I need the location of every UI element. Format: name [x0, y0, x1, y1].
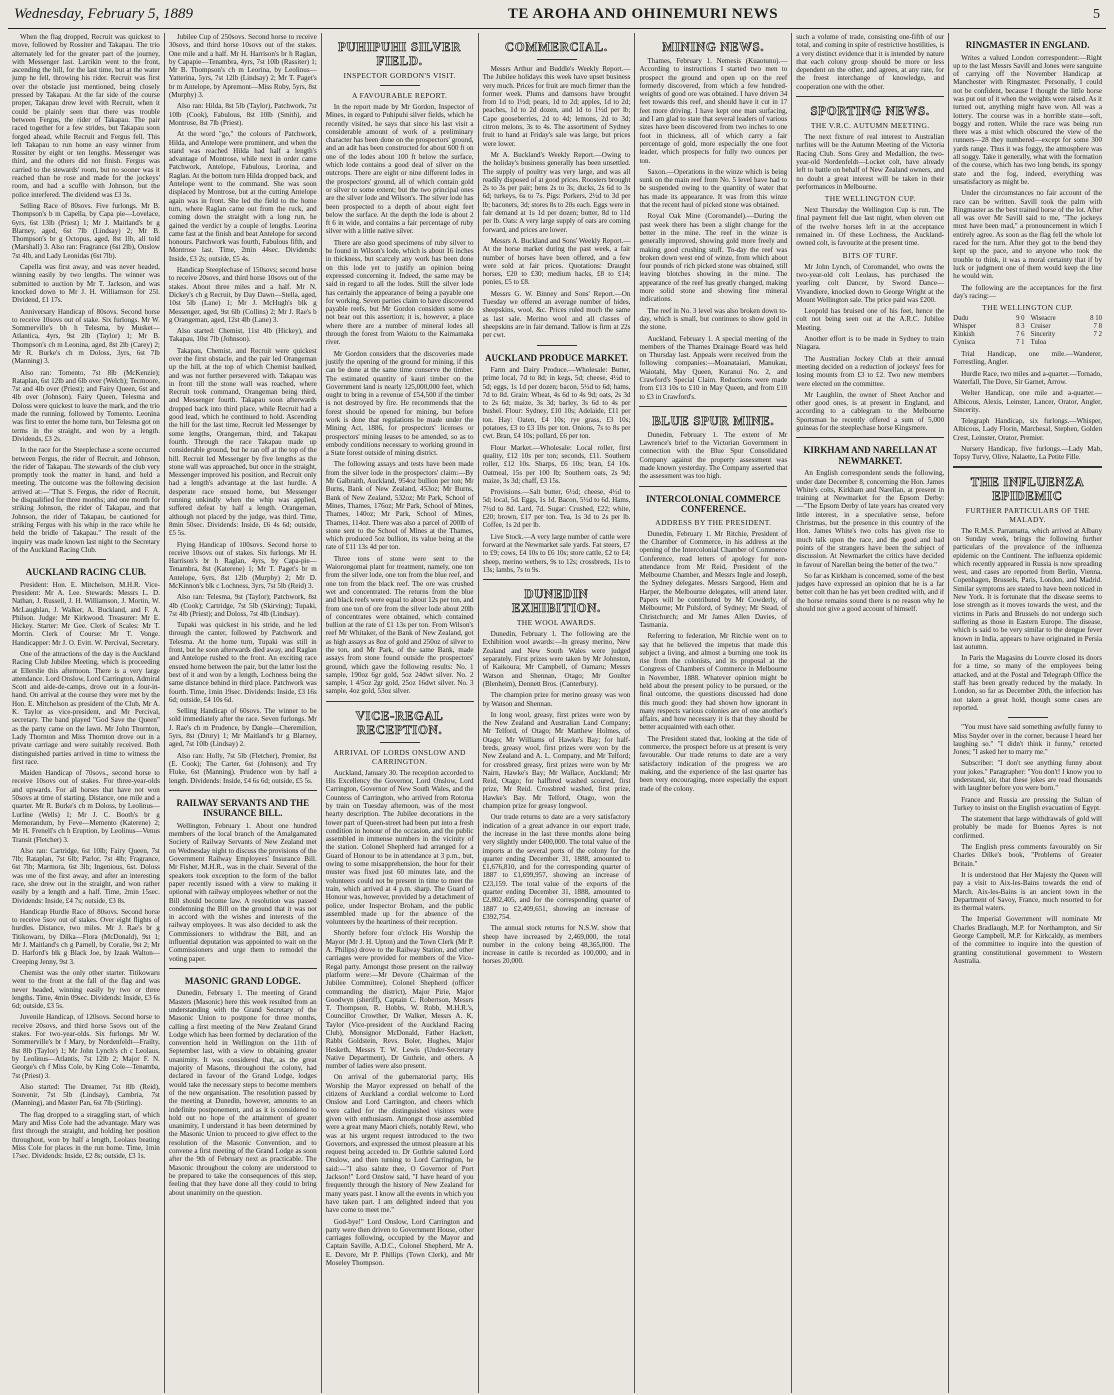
sub-heading: THE WOOL AWARDS. [516, 618, 597, 628]
newspaper-title: TE AROHA AND OHINEMURI NEWS [507, 6, 779, 22]
article-paragraph: In the report made by Mr Gordon, Inspector of Mines, in regard to Puhipuhi silver fields, which he recently visited, he says that since his last visit a considerable amount of work of a preliminary character has been done on the prospectors' ground, and an adit has been constructed for about 600 ft on one of the lodes about 100 ft below the surface, which lode contains a good deal of silver on the outcrops. There are eight or nine different lodes in the prospectors' ground, all of which contain gold or silver to some extent; but the two principal ones are the silver lode and Wilson's. The silver lode has been prospected to a depth of about eight feet below the surface. At the depth the lode is about 2 ft 6 in wide, and contains a fair percentage of ruby silver with a little native silver. [325, 103, 474, 236]
sub-heading: A FAVOURABLE REPORT. [352, 91, 448, 100]
article-paragraph: The statement that large withdrawals of gold will probably be made for Buenos Ayres is not confirmed. [953, 815, 1102, 840]
article-paragraph: The English press comments favourably on Sir Charles Dilke's book, "Problems of Greater Britain." [953, 843, 1102, 868]
sub-heading: ARRIVAL OF LORDS ONSLOW AND CARRINGTON. [333, 747, 466, 766]
article-paragraph: The flag dropped to a straggling start, of which Mary and Miss Cole had the advantage. Mary was first through the straight, and holding her position throughout, won by half a length, Leolaus beating Miss Cole for places in the run home. Time, 1min 17sec. Dividends: Inside, £2 8s; outside, £3 1s. [12, 1110, 160, 1161]
divider [796, 437, 944, 438]
article-paragraph: It is understood that Her Majesty the Queen will pay a visit to Aix-les-Bains towards the end of March. Aix-les-Bains is an ancient town in the Department of Savoy, France, much resorted to for its thermal waters. [953, 870, 1102, 913]
sub-heading: THE WELLINGTON CUP. [824, 194, 916, 204]
article-paragraph: France and Russia are pressing the Sultan of Turkey to insist on the English evacuation of Egypt. [953, 795, 1102, 812]
table-row: Cruiser 7 8 [1030, 323, 1102, 331]
article-paragraph: Saxon.—Operations in the winze which is being sunk on the main reef from No. 5 level have had to be suspended owing to the quantity of water that has made its appearance. It was from this winze that the recent haul of picked stone was obtained. [639, 167, 788, 210]
section-heading: SPORTING NEWS. [810, 104, 930, 119]
article-paragraph: Dunedin, February 1. Mr Ritchie, President of the Chamber of Commerce, in his address at the opening of the Intercolonial Chamber of Commerce Conference, read letters of apology for non-attendance from Mr Reid, President of the Melbourne Chamber, and Messrs Ingle and Joseph, the Sydney delegates. Messrs Sargood, Hem and Harper, the Melbourne delegates, will attend later. Papers will be contributed by Mr Cowderly, of Melbourne; Mr Pulsford, of Sydney; Mr Stead, of Christchurch; and Mr James Allen Davies, of Tasmania. [639, 529, 788, 629]
article-paragraph: "You must have said something awfully funny to Miss Snyder over in the corner, because I heard her laughing so." "I didn't think it funny," retorted Jones; "I asked her to marry me." [953, 723, 1102, 757]
article-paragraph: Mr A. Buckland's Weekly Report.—Owing to the holiday's business generally has been unsettled. The supply of poultry was very large, and was all readily disposed of at good prices. Roosters brought 2s to 3s per pair; hens 2s to 3s; ducks, 2s 6d to 3s 6d; turkeys, 6s to 7s. Pigs: Porkers, 2½d to 3d per lb; baconers, 3d; stores 8s to 20s each. Eggs were in fair demand at 1s 1d per dozen; butter, 8d to 11d per lb. Oats: A very large supply of oats are coming forward, and prices are lower. [482, 150, 631, 234]
article-paragraph: The annual stock returns for N.S.W. show that sheep have increased by 2,469,000, the total number in the colony being 48,365,000. The increase in cattle is recorded as 100,000, and in horses 20,000. [482, 924, 631, 966]
section-heading: KIRKHAM AND NARELLAN AT NEWMARKET. [803, 445, 938, 466]
column-2 [165, 33, 322, 1393]
table-row: Wiseacre 8 10 [1030, 315, 1102, 323]
section-heading: RAILWAY SERVANTS AND THE INSURANCE BILL. [176, 797, 310, 819]
article-paragraph: The R.M.S. Parramatta, which arrived at Albany on Sunday week, brings the following further particulars of the prevalence of the influenza epidemic on the Continent. The influenza epidemic which recently appeared in Russia is now spreading west, and cases are reported from Berlin, Vienna, Copenhagen, Brussels, Paris, London, and Madrid. Similar symptoms are stated to have been noticed in New York. It is fortunate that the disease seems to lose strength as it moves towards the west, and the victims in Paris and Brussels do not undergo such suffering as those in Eastern Europe. The disease, which is said to be very similar to the dengue fever known in India, appears to have originated in Persia last autumn. [953, 526, 1102, 651]
article-paragraph: Juvenile Handicap, of 120sovs. Second horse to receive 20sovs, and third horse 5sovs out of the stakes. For two-year-olds. Six furlongs. Mr W. Sommerville's br f Mary, by Nordenfeldt—Frailty, 8st 8lb (Taylor) 1; Mr John Lynch's ch c Leolaus, by Leolinus—Atlantis, 7st 12lb 2; Major F. N. George's ch f Miss Cole, by King Cole—Tenamba, 7st (Priest) 3. [12, 1013, 160, 1080]
section-heading: PUHIPUHI SILVER FIELD. [338, 40, 462, 68]
sub-heading: THE V.R.C. AUTUMN MEETING. [810, 121, 930, 131]
column-1 [8, 33, 165, 1393]
section-heading: VICE-REGAL RECEPTION. [355, 708, 444, 737]
article-paragraph: Referring to federation, Mr Ritchie went on to say that he believed the impetus that made this subject a living, and almost a burning one took its rise from the colonists, and its proposal at the Congress of Chambers of Commerce in Melbourne in November, 1888. Whatever opinion might be held about the present policy to be pursued, or the final outcome, the questions discussed had done this much good: they had shown how ignorant in many respects various colonies are of one another's affairs, and how necessary it is that they should be better acquainted with each other. [639, 632, 788, 732]
article-paragraph: There are also good specimens of ruby silver to be found in Wilson's lode, which is about 16 inches in thickness, but scarcely any work has been done on this lode yet to justify an opinion being expressed concerning it. Indeed, the same may be said in regard to all the lodes. Still the silver lode has certainly the appearance of being a payable one for working. Seven parties claim to have discovered payable reefs, but Mr Gordon considers some do not bear out this assertion; it is, however, a place where there are a number of mineral lodes all through the forest from Waiotu to the Kaimamaka river. [325, 238, 474, 347]
article-paragraph: President: Hon. E. Mitchelson, M.H.R. Vice-President: Mr A. Lee. Stewards: Messrs L. D. Nathan, J. Russell, J. H. Williamson, J. Mortin, W. McLaughlan, J. Walker, A. Buckland, and F. A. Philson. Judge: Mr Kirkwood. Treasurer: Mr E. Hickey. Starter: Mr Gee. Clerk of Scales: Mr T. Morrin. Clerk of Course: Mr T. Vonge. Handicapper: Mr J. O. Evitt. W. Percival, Secretary. [12, 580, 160, 647]
article-paragraph: Auckland, February 1. A special meeting of the members of the Thames Drainage Board was held on Thursday last. Appeals were received from the following companies:—Moanataiari, Manukau, Waiotahi, May Queen, Kuranui No. 2, and Crawford's Special Claim. Reductions were made from £13 10s to £10 in May Queen, and from £10 to £3 in Crawford's. [639, 334, 788, 401]
article-paragraph: The President stated that, looking at the tide of commerce, the prospect before us at present is very favourable. Our trade returns to date are a very satisfactory indication of the progress we are making, and the experience of the last quarter has been very encouraging, more especially the export trade of the colony. [639, 734, 788, 793]
column-4 [479, 33, 636, 1393]
divider [639, 486, 787, 487]
article-paragraph: At the word "go," the colours of Patchwork, Hilda, and Antelope were prominent, and when the stand was reached Hilda had half a length's advantage of Montrose, while next in order came Patchwork, Antelope, Fabulous, Leorina, and Raglan. At the bottom turn Hilda dropped back, and Antelope went to the command. She was soon displaced by Montrose, but at the cutting Antelope again was in front. She led the field to the home turn, where Raglan came out from the ruck, and coming down the straight with a long run, he gained the verdict by a couple of lengths. Leorina came fast at the finish and beat Antelope for second honours. Patchwork was fourth, Fabulous fifth, and Montrose last. Time, 2min 44sec. Dividends: Inside, £3 2s; outside, £5 4s. [168, 130, 317, 263]
article-paragraph: Jubilee Cup of 250sovs. Second horse to receive 30sovs, and third horse 10sovs out of the stakes. One mile and a half. Mr H. Harrison's br h Raglan, by Capapie—Tenambra, 4yrs, 7st 10lb (Rassiter) 1; Mr B. Thompson's ch m Leorina, by Leolinus—Yatterina, 5yrs, 7st 12lb (Lindsay) 2; Mr T. Paget's br m Antelope, by Apremont—Miss Roby, 5yrs, 8st (Murphy) 3. [168, 33, 317, 100]
article-paragraph: Flying Handicap of 100sovs. Second horse to receive 10sovs out of stakes. Six furlongs. Mr H. Harrison's br h Raglan, 4yrs, by Capa-pie—Tenambra, 8st (Katerene) 1; Mr T. Paget's br m Antelope, 6yrs, 8st 12lb (Murphy) 2; Mr D. McKinnon's blk c Lochness, 3yrs, 7st 5lb (Reid) 3. [168, 540, 317, 590]
article-paragraph: The following assays and tests have been made from the silver lode in the prospectors' claim:—By Mr Galbraith, Auckland, 954oz bullion per ton; Mr Burns, Bank of New Zealand, 453oz; Mr Burns, Bank of New Zealand, 532oz; Mr Park, School of Mines, Thames, 176oz; Mr Park, School of Mines, Thames, 140oz; Mr Park, School of Mines, Thames, 114oz. There was also a parcel of 200lb of stone sent to the School of Mines at the Thames, which produced 5oz bullion, its value being at the rate of £11 13s 4d per ton. [325, 460, 474, 552]
article-paragraph: Wellington, February 1. About one hundred members of the local branch of the Amalgamated Society of Railway Servants of New Zealand met on Wednesday night to discuss the provisions of the Government Railway Employees' Insurance Bill. Mr Fisher, M.H.R., was in the chair. Several of the speakers took exception to the form of the ballot paper recently issued with a view to making it optional with railway employees whether or not the Bill should become law. A resolution was passed condemning the Bill on the ground that it was not in accord with the wishes and interests of the railway employees. It was also decided to ask the Commissioners to withdraw the Bill, and an influential deputation was appointed to wait on the Commissioners and urge them to remodel the voting paper. [168, 821, 317, 963]
section-heading: MINING NEWS. [662, 40, 765, 54]
article-paragraph: On arrival of the gubernatorial party, His Worship the Mayor expressed on behalf of the citizens of Auckland a cordial welcome to Lord Onslow and Lord Carrington, and cheers which were called for the distinguished visitors were given with enthusiasm. Amongst those assembled were a great many Maori chiefs, notably Rewi, who was at his urgent request introduced to the two Governors, and expressed the utmost pleasure at his request being acceded to. Dr Guthrie saluted Lord Onslow, and then turning to Lord Carrington, he said:—"I also salute thee, O Governor of Port Jackson!" Lord Onslow said, "I have heard of you frequently through the history of New Zealand for many years past. I know all the events in which you have taken part. I am delighted indeed that you have come to meet me." [325, 1073, 474, 1215]
article-paragraph: Writes a valued London correspondent:—Right up to the last Messrs Savill and Jones were sanguine of carrying off the November Handicap at Manchester with Ringmaster. Personally, I could not be confident, because I thought the little horse was put out of it when the weights were raised. As it turned out, anything might have won. All was a lottery. The course was in a horrible state—soft, boggy and rotten. While the race was being run there was a mist which obscured the view of the runners—28 they numbered—except for some 300 yards range. Thus it was foggy, the atmosphere was all soggy. Take it generally, what with the formation of the course, which has two long bends, its spongy state and the fog, indeed, everything was unsatisfactory as might be. [953, 53, 1102, 186]
article-paragraph: God-bye!" Lord Onslow, Lord Carrington and party were then driven to Government House, other carriages following, occupied by the Mayor and Captain Saville, A.D.C., Colonel Shepherd, Mr A. E. Devore, Mr P. Phillips (Town Clerk), and Mr Moseley Thompson. [325, 1217, 474, 1267]
article-paragraph: Live Stock.—A very large number of cattle were forward at the Newmarket sale yards. Fat steers, £7 to £9; cows, £4 10s to £6 10s; store cattle, £2 to £4; sheep, merino wethers, 9s to 12s; crossbreds, 11s to 13s; lambs, 7s to 9s. [482, 532, 631, 574]
article-paragraph: Handicap Steeplechase of 150sovs; second horse to receive 20sovs, and third horse 10sovs out of the stakes. About three miles and a half. Mr N. Dickey's ch g Recruit, by Day Dawn—Stella, aged, 10st 5lb (Lane) 1; Mr J. McHugh's blk g Messenger, aged, 9st 6lb (Collins) 2; Mr J. Rae's b g Orangeman, aged, 12st 4lb (Lane) 3. [168, 266, 317, 324]
column-7 [949, 33, 1106, 1393]
article-paragraph: In long wool, greasy, first prizes were won by the New Zealand and Australian Land Company; Mr Telford, of Otago; Mr Matthew Holmes, of Otago; Mr Williams of Hawke's Bay; for half-breds, greasy wool, first prizes were won by the New Zealand and A. L. Company, and Mr Telford; for crossbred greasy, first prizes were won by Mr Nairn, Hawke's Bay; Mr Wallace, Auckland; Mr Reid, Otago; for halfbred washed scoured, first prize, Mr Reid. Crossbred washed, first prize, Hawke's Bay. Mr Telford, Otago, won the champion prize for greasy longwool. [482, 710, 631, 811]
article-paragraph: Dunedin, February 1. The following are the Exhibition wool awards:—In greasy merino, New Zealand and New South Wales were judged separately. First prizes were taken by Mr Johnston, of Kaikoura; Mr Campbell, of Oamaru; Messrs Watson and Shennan, Otago; Mr Goulter (Blenheim), Dennett Bros. (Canterbury). [482, 630, 631, 688]
article-paragraph: such a volume of trade, consisting one-fifth of our total, and coming in spite of restrictive hostilities, is a very distinct evidence that it is intended by nature that each colony group should be more or less dependent on the other, and agrees, at any rate, for the freest interchange of knowledge, and cooperation one with the other. [796, 33, 945, 91]
article-paragraph: Flour Market.—Wholesale: Local roller, first quality, £12 10s per ton; seconds, £11. Southern roller, £12 10s. Sharps, £6 10s; bran, £4 10s. Oatmeal, 15s per 100 lb; Southern oats, 2s 9d; maize, 3s 3d; chaff, £3 15s. [482, 443, 631, 485]
article-paragraph: Three tons of stone were sent to the Waiorongomai plant for treatment, namely, one ton from the silver lode, one ton from the blue reef, and one ton from the black reef. The ore was crushed wet and concentrated. The returns from the blue and black reefs were equal to about 12s per ton, and from one ton of ore from the silver lode about 20lb of concentrates were obtained, which contained bullion at the rate of £1 13s per ton. From Wilson's reef Mr Whitaker, of the Bank of New Zealand, got as high assays as 8oz of gold and 250oz of silver to the ton, and Mr Park, of the same Bank, made assays from stone found outside the prospectors' ground, which gave the following results: No. 1 sample, 190oz 6gr gold, 5oz 24dwt silver. No. 2 sample, 1 4/5oz 2gr gold, 25oz 16dwt silver. No. 3 sample, 4oz gold, 53oz silver. [325, 554, 474, 696]
divider [796, 96, 944, 97]
column-6 [792, 33, 949, 1393]
article-paragraph: Trial Handicap, one mile.—Wanderer, Forrestling, Angler. [953, 350, 1102, 367]
article-paragraph: Also started: Chemist, 11st 4lb (Hickey), and Takapau, 10st 7lb (Johnson). [168, 327, 317, 344]
acceptances-right [1031, 315, 1102, 347]
article-paragraph: Messrs A. Buckland and Sons' Weekly Report.—At the horse market during the past week, a fair number of horses have been offered, and a few were sold at fair prices. Quotations: Draught horses, £20 to £30; medium hacks, £8 to £14; ponies, £5 to £8. [482, 236, 631, 287]
divider [380, 85, 420, 86]
article-paragraph: Our trade returns to date are a very satisfactory indication of a great advance in our export trade, the increase in the last three months alone being very slightly under £400,000. The total value of the imports at the several ports of the colony for the quarter ending December 31, 1888, amounted to £1,676,810, and for the corresponding quarter of 1887 to £1,699,957, showing an increase of £23,159. The total value of the exports of the quarter ending December 31, 1888, amounted to £2,802,405, and for the corresponding quarter of 1887 to £2,409,651, showing an increase of £392,754. [482, 813, 631, 921]
sub-heading: BITS OF TURF. [842, 250, 898, 260]
article-paragraph: Selling Race of 80sovs. Five furlongs. Mr B. Thompson's b m Capella, by Capa pie—Lovelace, 6yrs, 6st 13lb (Priest) 1; Mr J. Maitland's br g Blarney, aged, 6st 7lb (Lindsay) 2; Mr B. Thompson's br g Octopus, aged, 8st 1lb, all told (Marshall) 3. Also ran: Fragrance (6st 2lb), Onslow 7st 4lb, and Lady Leonidas (6st 7lb). [12, 201, 160, 260]
section-heading: MASONIC GRAND LODGE. [184, 975, 301, 986]
article-paragraph: Another effort is to be made in Sydney to train Niagara. [796, 335, 945, 352]
article-paragraph: Mr John Lynch, of Coromandel, who owns the two-year-old colt Leolaus, has purchased the yearling colt Dancer, by Sword Dance—Vivandiere, knocked down to George Wright at the Mount Wellington sale. The price paid was £200. [796, 262, 945, 304]
article-paragraph: Telegraph Handicap, six furlongs.—Whisper, Albicous, Lady Florin, Marchesal, Stephen, Golden Crest, Leinster, Orator, Premier. [953, 417, 1102, 442]
article-paragraph: Also ran: Tomento, 7st 8lb (McKenzie); Rataplan, 6st 12lb and 6lb over (Welch); Tecmoore, 7st and 4lb over (Priest); and Fairy Queen, 6st and 4lb over (Johnson). Fairy Queen, Telesma and Doloss were quickest to leave the mark, and the trio made the running, followed by Tomento. Leonina was first to enter the home turn, but Telesma got on terms in the straight, and won by a length. Dividends, £3 2s. [12, 368, 160, 443]
article-paragraph: The following are the acceptances for the first day's racing:— [953, 283, 1102, 300]
article-paragraph: Provisions.—Salt butter, 6½d; cheese, 4½d to 5d; local, 5d. Eggs, 1s 1d. Bacon, 5½d to 6d. Hams, 7½d to 8d. Lard, 7d. Sugar: Crushed, £22; white, £20; brown, £17 per ton. Tea, 1s 3d to 2s per lb. Coffee, 1s 2d per lb. [482, 488, 631, 530]
section-heading: COMMERCIAL. [505, 40, 608, 54]
divider [537, 345, 577, 346]
article-paragraph: The champion prize for merino greasy was won by Watson and Shennan. [482, 691, 631, 708]
article-paragraph: Chemist was the only other starter. Titikowaru went to the front at the fall of the flag and was never headed, winning easily by two or three lengths. Time, 4min 09sec. Dividends: Inside, £3 6s 6d; outside, £3 5s. [12, 968, 160, 1011]
article-paragraph: When the flag dropped, Recruit was quickest to move, followed by Rossiter and Takapau. The trio alternately led for the greater part of the journey, with Messenger last. Larrikin went to the front, ascending the hill, for the last time, but at the water jump he fell, throwing his rider. Recruit was first over the obstacle just mentioned, being closely pressed by Takapau. At the far side of the course proper, Takapau drew level with Recruit, when it could be plainly seen that there was trouble between Fergus, the rider of Takapau. The pair raced together for a few strides, but Takapau soon forged ahead, while Recruit and Fergus fell. This left Takapau to run home an easy winner from Rossiter by eight or ten lengths. Messenger was third, and the others did not finish. Fergus was carried to the stewards' room, but no sooner was it reached than he rose and made for the jockeys' room, and had a scuffle with Johnson, but the police interfered. The dividend was £3 3s. [12, 33, 160, 199]
section-heading: AUCKLAND RACING CLUB. [25, 567, 147, 578]
sub-heading: ADDRESS BY THE PRESIDENT. [655, 517, 772, 527]
article-paragraph: Dunedin, February 1. The extent of Mr Lawrence's brief to the Victorian Government in connection with the Blue Spur Consolidated Company against the property assessment was made known yesterday. The Company asserted that the assessment was too high. [639, 430, 788, 481]
article-paragraph: Auckland, January 30. The reception accorded to His Excellency the Governor, Lord Onslow, Lord Carrington, Governor of New South Wales, and the Countess of Carrington, who arrived from Rotorua by train on Tuesday afternoon, was of the most hearty description. The Jubilee decorations in the lower part of Queen-street had been put into a fresh condition in honour of the occasion, and the public assembled in immense numbers in the vicinity of the station. Colonel Shepherd had arranged for a Guard of Honour to be in attendance at 3 p.m., but, owing to some misapprehension, the hour for their muster was fixed just 60 minutes late, and the volunteers could not be present in time to meet the train, which arrived at 4 p.m. sharp. The Guard of Honour was, however, provided by a detachment of police, under Inspector Broham, and the public assembled made up for the absence of the volunteers by the heartiness of their reception. [325, 768, 474, 927]
article-paragraph: Shortly before four o'clock His Worship the Mayor (Mr J. H. Upton) and the Town Clerk (Mr P. A. Philips) drove to the Railway Station, and other carriages were provided for members of the Vice-Regal party. Amongst those present on the railway platform were:—Mr Devore (Chairman of the Jubilee Committee), Colonel Shepherd (officer commanding the district), Major Pirie, Major Goodwyn (sheriff), Captain C. Robertson, Messrs T. Thompson, R. Hobbs, W. Robb, M.H.R.'s, Councillor Crowther, Dr Walker, Messrs A. K. Taylor (Vice-president of the Auckland Racing Club), Monsignor McDonald, Father Hackett, Rabbi Goldstein, Revs. Boler, Hughes, Major Hesketh, Messrs T. W. Lewis (Under-Secretary Native Department), Dr Guthrie, and others. A number of ladies were also present. [325, 929, 474, 1071]
divider [1008, 717, 1048, 718]
article-paragraph: In the race for the Steeplechase a scene occurred between Fergus, the rider of Recruit, and Johnson, the rider of Takapau. The stewards of the club very promptly took the matter in hand, and held a meeting. The outcome was the following decision arrived at:—"That S. Fergus, the rider of Recruit, be disqualified for three months; and one month for striking Johnson, the rider of Takapau, and that Johnson, the rider of Takapau, be cautioned for striking Fergus with his whip in the race while he held the bridle of Takapau." The result of the inquiry was made known last night to the Secretary of the Auckland Racing Club. [12, 446, 160, 554]
issue-date: Wednesday, February 5, 1889 [14, 6, 194, 22]
article-paragraph: Leopold has bruised one of his feet, hence the colt not being seen out at the A.R.C. Jubilee Meeting. [796, 307, 945, 332]
divider [380, 742, 420, 743]
article-paragraph: Royal Oak Mine (Coromandel).—During the past week there has been a slight change for the better in the mine. The reef in the winze is generally improved, showing gold more freely and making good crushing stuff. To-day the reef was broken down west end of winze, from which about four pounds of rich picked stone was obtained, still leaving blotches showing in the mine. The appearance of the reef has greatly changed, making more solid stone and showing fine mineral indications. [639, 212, 788, 304]
article-paragraph: Tupaki was quickest in his stride, and he led through the canter, followed by Patchwork and Telesma. At the home turn, Tupaki was still in front, but he soon afterwards died away, and Raglan and Antelope rushed to the front. An exciting race ensued home between the pair, but the latter lost the best of it and won by a length, Lochness being the same distance behind in third place. Patchwork was fourth. Time, 1min 19sec. Dividends: Inside, £3 16s 6d; outside, £4 10s 6d. [168, 621, 317, 704]
table-row: Dudu 9 0 [953, 315, 1025, 323]
article-paragraph: Handicap Hurdle Race of 80sovs. Second horse to receive 5sov out of stakes. Over eight flights of hurdles. Distance, two miles. Mr J. Rae's br g Titikowaru, by Dilka—Flora (McDonald), 9st 1; Mr J. Maitland's ch g Parnell, by Coralie, 9st 2; Mr D. Harford's blk g Black Joe, by Izaak Walton—Creeping Jenny, 9st 3. [12, 907, 160, 966]
section-heading: RINGMASTER IN ENGLAND. [965, 40, 1090, 50]
article-paragraph: So far as Kirkham is concerned, some of the best judges have expressed an opinion that he is a far better colt than he has yet been credited with, and if the horse remains sound there is no reason why he should not give a good account of himself. [796, 571, 945, 614]
article-paragraph: The Imperial Government will nominate Mr Charles Bradlaugh, M.P. for Northampton, and Sir George Campbell, M.P. for Kirkcaldy, as members of the committee to inquire into the question of granting constitutional government to Western Australia. [953, 915, 1102, 965]
table-row: Kinkish 7 6 [953, 331, 1025, 339]
divider [169, 790, 317, 791]
sub-heading: THE WELLINGTON CUP. [982, 303, 1073, 313]
divider [66, 559, 106, 560]
column-3 [322, 33, 479, 1393]
divider [639, 406, 787, 407]
article-paragraph: Mr Laughlin, the owner of Sheet Anchor and other good ones, is at present in England, and according to a cablegram to the Melbourne Sportsman he recently offered a sum of 5,000 guineas for the steeplechase horse Kingsmere. [796, 390, 945, 432]
article-paragraph: The Australian Jockey Club at their annual meeting decided on a reduction of jockeys' fees for losing mounts from £3 to £2. Two new members were elected on the committee. [796, 354, 945, 388]
article-paragraph: Dunedin, February 1. The meeting of Grand Masters (Masonic) here this week resulted from an understanding with the Grand Secretary of the Masonic Union to postpone for three months, calling a first meeting of the New Zealand Grand Lodge which has been formed by declaration of the convention held in Wellington on the 11th of September last, with a view to obtaining greater unanimity. It was considered that, as the great majority of Masons, throughout the colony, had declared in favour of the Grand Lodge, lodges would take the necessary steps to become members of the new organisation. The resolution passed by the meeting at Dunedin, however, amounts to an indefinite postponement, and as it is considered to hold out no hope of the attainment of greater unanimity, I understand it has been determined by the Masonic Union to proceed to give effect to the resolution of the Masonic Convention, and to convene a first meeting of the Grand Lodge as soon after the 9th of February next as practicable. The Masonic throughout the colony are understood to be prepared to take the consequences of this step, feeling that they have done all they could to bring about unanimity on the question. [168, 989, 317, 1197]
table-row: Tuloa [1030, 339, 1047, 347]
article-paragraph: Selling Handicap of 60sovs. The winner to be sold immediately after the race. Seven furlongs. Mr J. Rae's ch m Prudence, by Dangle—Cheremilion, 5yrs, 8st (Drury) 1; Mr Maitland's br g Blarney, aged, 7st 10lb (Lindsay) 2. [168, 707, 317, 749]
article-paragraph: The reef in No. 3 level was also broken down to-day, which is small, but continues to show gold in the stone. [639, 306, 788, 332]
article-paragraph: Also ran: Cartridge, 6st 10lb; Fairy Queen, 7st 7lb; Rataplan, 7st 6lb; Parlor, 7st 4lb; Fragrance, 6st 7lb; Marmora, 6st 3lb; Ingenious, 6st. Doloss was one of the first away, and after an interesting race, she drew out in the straight, and won rather easily by a length and a half. Time, 2min 15sec. Dividends: Inside, £4 7s; outside, £3 8s. [12, 846, 160, 905]
article-paragraph: Anniversary Handicap of 80sovs. Second horse to receive 10sovs out of stake. Six furlongs. Mr W. Sommerville's bh h Telesma, by Musket—Atlantica, 4yrs, 9st 2lb (Taylor) 1; Mr B. Thompson's ch m Leonina, aged, 8st 2lb (Carey) 2; Mr R. Burke's ch m Doloss, 3yrs, 6st 7lb (Manning) 3. [12, 307, 160, 366]
divider [483, 579, 631, 580]
divider [953, 466, 1102, 468]
article-paragraph: Also ran: Holly, 7st 5lb (Fletcher), Premier, 8st (E. Cook); The Carter, 6st (Johnson); and Try Fluke, 6st (Manning). Prudence won by half a length. Dividends: Inside, £4 6s 6d; outside, £5 5s. [168, 751, 317, 785]
sub-heading: INSPECTOR GORDON'S VISIT. [343, 71, 456, 80]
masthead [8, 6, 1106, 29]
article-paragraph: Farm and Dairy Produce.—Wholesale: Butter, prime local, 7d to 8d; in kegs, 5d; cheese, 4½d to 5d; eggs, 1s 1d per dozen; bacon, 5½d to 6d; hams, 7d to 8d. Grain: Wheat, 4s 6d to 4s 9d; oats, 2s 3d to 2s 6d; maize, 3s 3d; barley, 3s 6d to 4s per bushel. Flour: Sydney, £10 10s; Adelaide, £11 per ton. Hay: Oaten, £4 10s; rye grass, £3 10s; potatoes, £3 to £3 10s per ton. Onions, 7s to 8s per cwt. Bran, £4 10s; pollard, £6 per ton. [482, 366, 631, 441]
columns [8, 33, 1106, 1393]
divider [169, 968, 317, 969]
article-paragraph: Hurdle Race, two miles and a-quarter.—Tornado, Waterfall, The Dove, Sir Garnet, Arrow. [953, 369, 1102, 386]
article-paragraph: Takapau, Chemist, and Recruit were quickest over the first obstacle, and the pair led Orangeman up the hill, at the top of which Chemist baulked, and was not further persevered with. Takapau was in front till the stone wall was reached, where Recruit took command, Orangeman being third, and Messenger fourth. Takapau soon afterwards dropped back into third place, while Recruit had a good lead, which he continued to hold. Ascending the hill for the last time, Recruit led Messenger by some lengths, Orangeman, third, and Takapau fourth. Through the race Takapau made up considerable ground, but he ran off at the top of the hill. Recruit led Messenger by five lengths as the stone wall was approached, but once in the straight, Messenger improved his position, and Recruit only had a length's advantage at the last hurdle. A desperate race ensued home, but Messenger running unkindly when the whip was applied, suffered defeat by half a length. Orangeman, although not placed by the judge, was third. Time, 8min 50sec. Dividends: Inside, £6 4s 6d; outside, £5 5s. [168, 346, 317, 538]
sub-heading: FURTHER PARTICULARS OF THE MALADY. [965, 505, 1090, 524]
article-paragraph: Subscriber: "I don't see anything funny about your jokes." Paragrapher: "You don't! I know you to understand, sir, that these jokes are read thousands with laughter before you were born." [953, 759, 1102, 793]
article-paragraph: Capella was first away, and was never headed, winning easily by two lengths. The winner was submitted to auction by Mr T. Jackson, and was knocked down to Mr J. H. Williamson for 25l. Dividend, £1 17s. [12, 263, 160, 305]
article-paragraph: Messrs Arthur and Buddle's Weekly Report.—The Jubilee holidays this week have upset business very much. Prices for fruit are much firmer than the former week. Plums and damsons have brought from 1d to 1½d; pears, 1d to 2d; apples, 1d to 2d; peaches, 1d to 2d dozen, and 1d to 1½d per lb; Cape gooseberries, 2d to 4d; lemons, 2d to 3d; citron melons, 3s to 4s. The assortment of Sydney fruit to hand at Friday's sale was large, but prices were lower. [482, 65, 631, 148]
article-paragraph: Also started: The Dreamer, 7st 8lb (Reid), Souvenir, 7st 5lb (Lindsay), Cambria, 7st (Manning), and Master Pan, 6st 7lb (Stirling). [12, 1082, 160, 1108]
article-paragraph: Also ran: Hilda, 8st 5lb (Taylor), Patchwork, 7st 10lb (Cook), Fabulous, 8st 10lb (Smith), and Montrose, 8st 7lb (Priest). [168, 102, 317, 127]
article-paragraph: Maiden Handicap of 70sovs., second horse to receive 10sovs out of stakes. For three-year-olds and upwards. For all horses that have not won 50sovs at time of starting. Distance, one mile and a quarter. Mr R. Burke's ch m Doloss, by Leolinus—Lurline (Wells) 1; Mr J. C. Booth's br g Memorandum, by Feve—Memento (Katerene) 2; Mr H. Frenell's ch h Eruption, by Leolinus—Venus Transit (Fletcher) 3. [12, 769, 160, 844]
section-heading: AUCKLAND PRODUCE MARKET. [484, 352, 629, 363]
section-heading: BLUE SPUR MINE. [652, 413, 775, 428]
divider [537, 59, 577, 60]
section-heading: DUNEDIN EXHIBITION. [511, 587, 602, 616]
article-paragraph: An English correspondent sends the following, under date December 8, concerning the Hon. James White's colts, Kirkham and Narellan, at present in training at Newmarket for the Epsom Derby:—"The Epsom Derby of late years has created very little interest, in a speculative sense, before Christmas, but the presence in this country of the Hon. James White's two colts has given rise to much talk upon the race, and the good and bad points of the strangers have been the subject of discussion. At Newmarket the critics have decided in favour of Narellan being the better of the two." [796, 469, 945, 569]
table-row: Sincerity 7 2 [1030, 331, 1102, 339]
article-paragraph: The next fixture of real interest to Australian turfites will be the Autumn Meeting of the Victoria Racing Club. Sons Grey and Medallion, the two-year-old Nordenfeldt—Locket colt, have already left to battle on behalf of New Zealand owners, and no doubt a great interest will be taken in their performances in Melbourne. [796, 133, 945, 191]
article-paragraph: Mr Gordon considers that the discoveries made justify the opening of the ground for mining, if this can be done at the same time conserve the timber. The estimated quantity of kauri timber on the Government land is nearly 125,000,000 feet, which ought to bring in a revenue of £54,500 if the timber is not destroyed by fire. He recommends that the forest should be opened for mining, but before work is done that regulations be made under the Mining Act, 1886, for prospectors' licenses or prospectors' mining leases to be amended, so as to embody conditions necessary to working ground in a State forest outside of mining district. [325, 349, 474, 458]
article-paragraph: Messrs G. W. Binney and Sons' Report.—On Tuesday we offered an average number of hides, sheepskins, wool, &c. Prices ruled much the same as last sale. Merino wool and all classes of sheepskins are in fair demand. Tallow is firm at 22s per cwt. [482, 289, 631, 340]
acceptances-left [953, 315, 1024, 347]
table-row: Whisper 8 3 [953, 323, 1025, 331]
article-paragraph: Next Thursday the Wellington Cup is run. The final payment fell due last night, when eleven out of the twelve horses left in at the acceptance remained in. Of these Lochness, the Auckland-owned colt, is favourite at the present time. [796, 206, 945, 248]
article-paragraph: In Paris the Magasins du Louvre closed its doors for a time, so many of the employees being attacked, and at the Postal and Telegraph Office the staff has been greatly reduced by the malady. In London, so far as December 20th, the infection has not taken a great hold, though some cases are reported. [953, 654, 1102, 712]
article-paragraph: Also ran: Telesma, 9st (Taylor); Patchwork, 8st 4lb (Cook); Cartridge, 7st 5lb (Skirving); Tupaki, 7st 4lb (Priest); and Doloss, 7st 4lb (Lindsay). [168, 593, 317, 618]
page-number: 5 [1092, 7, 1100, 22]
column-5 [635, 33, 792, 1393]
section-heading: INTERCOLONIAL COMMERCE CONFERENCE. [645, 493, 781, 515]
divider [326, 701, 474, 702]
article-paragraph: One of the attractions of the day is the Auckland Racing Club Jubilee Meeting, which is proceeding at Ellerslie this afternoon. There is a very large attendance. Lord Onslow, Lord Carrington, Admiral Scott and aide-de-camps, drove out in a four-in-hand. On arrival at the course they were met by the Hon. E. Mitchelson as president of the Club, Mr A. K. Taylor as vice-president, and Mr Percival, secretary. The band played "God Save the Queen" as the party came on the lawn. Mr John Thornton, Lady Thornton and Miss Thornton drove out in a private carriage and were suitably received. Both distinguished parties arrived in time to witness the first race. [12, 649, 160, 766]
article-paragraph: Nursery Handicap, five furlongs.—Lady Mab, Topsy Turvy, Olive, Nalaette, La Petite Fille. [953, 445, 1102, 462]
table-row: Cynisca 7 1 [953, 339, 1025, 347]
acceptances-table [953, 315, 1102, 347]
article-paragraph: Welter Handicap, one mile and a-quarter.—Albicous, Alexis, Leinster, Lancer, Orator, Angler, Sincerity. [953, 389, 1102, 414]
article-paragraph: Thames, February 1. Nemesis (Kuaotunu).—According to instructions I started two men to prospect the ground and open up on the reef formerly discovered, from which a few hundred-weights of good ore was obtained. I have driven 34 feet towards this reef, and should have it cut in 17 feet more driving. I have kept one man surfacing, and I am glad to state that several leaders of various sizes have been discovered from two inches to one foot in thickness, all of which carry a fair percentage of gold, more especially the one foot leader, which prospects for fully two ounces per ton. [639, 57, 788, 165]
section-heading: THE INFLUENZA EPIDEMIC [970, 474, 1085, 503]
article-paragraph: Under the circumstances no fair account of the race can be written. Savill took the palm with Ringmaster as the best trained horse of the lot. After all was over Mr Savill said to me, "The jockeys must have been mad," a pronouncement in which I entirely agree. As soon as the flag fell the whole lot raced for the turn. After they got to the bend they kept up the pace, and to anyone who took the trouble to think, it was a moral certainty that if by luck or judgment one of them would keep the line he would win. [953, 189, 1102, 281]
